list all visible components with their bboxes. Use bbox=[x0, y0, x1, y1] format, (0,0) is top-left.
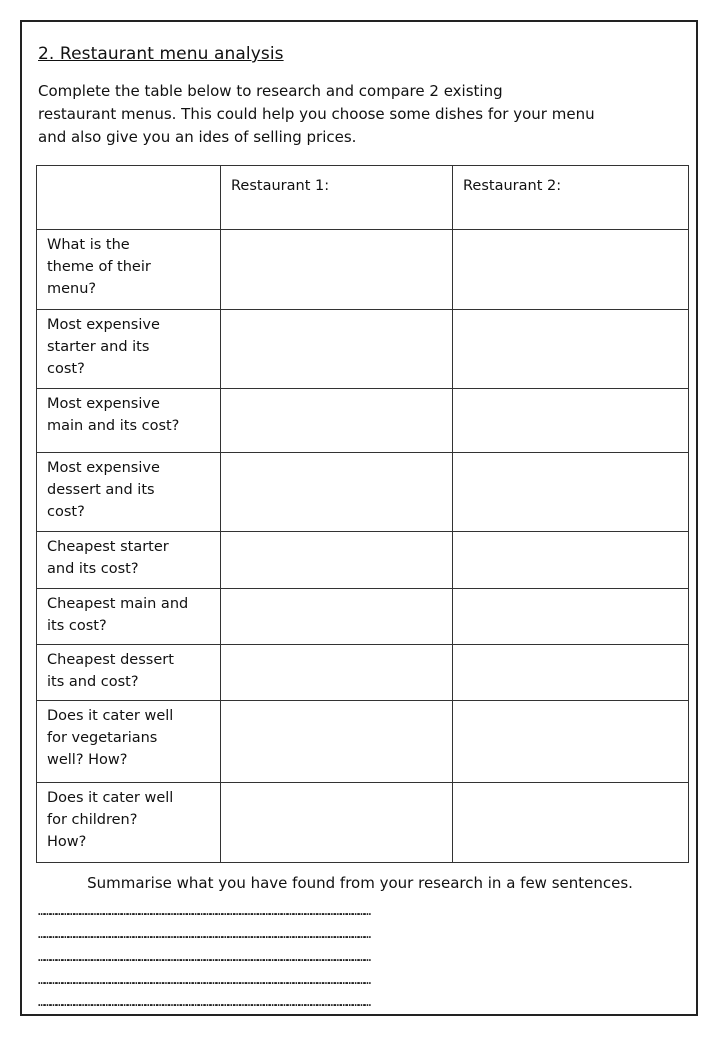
table-row bbox=[37, 532, 689, 589]
intro-paragraph bbox=[38, 80, 688, 149]
answer-cell-restaurant-2[interactable] bbox=[453, 532, 689, 589]
intro-line: and also give you an ides of selling prices. bbox=[38, 128, 357, 146]
question-line: theme of their bbox=[47, 259, 151, 275]
question-cell bbox=[37, 589, 221, 645]
table-row bbox=[37, 701, 689, 783]
answer-cell-restaurant-1[interactable] bbox=[221, 589, 453, 645]
question-cell bbox=[37, 532, 221, 589]
answer-cell-restaurant-1[interactable] bbox=[221, 701, 453, 783]
question-line: Cheapest starter bbox=[47, 539, 169, 555]
question-line: cost? bbox=[47, 504, 85, 520]
answer-cell-restaurant-1[interactable] bbox=[221, 230, 453, 310]
answer-cell-restaurant-1[interactable] bbox=[221, 532, 453, 589]
question-line: cost? bbox=[47, 361, 85, 377]
question-line: dessert and its bbox=[47, 482, 155, 498]
question-line: Most expensive bbox=[47, 317, 160, 333]
question-cell bbox=[37, 310, 221, 389]
question-cell bbox=[37, 230, 221, 310]
menu-comparison-table bbox=[36, 165, 689, 863]
intro-line: restaurant menus. This could help you choose some dishes for your menu bbox=[38, 105, 595, 123]
answer-cell-restaurant-2[interactable] bbox=[453, 230, 689, 310]
answer-cell-restaurant-1[interactable] bbox=[221, 310, 453, 389]
question-line: for vegetarians bbox=[47, 730, 158, 746]
answer-cell-restaurant-2[interactable] bbox=[453, 645, 689, 701]
question-line: Does it cater well bbox=[47, 708, 174, 724]
table-row bbox=[37, 645, 689, 701]
question-cell bbox=[37, 701, 221, 783]
table-row bbox=[37, 783, 689, 863]
question-line: Most expensive bbox=[47, 460, 160, 476]
question-line: and its cost? bbox=[47, 561, 139, 577]
answer-cell-restaurant-2[interactable] bbox=[453, 389, 689, 453]
summary-prompt: Summarise what you have found from your research in a few sentences. bbox=[87, 874, 633, 892]
worksheet-page bbox=[20, 20, 698, 1016]
question-line: How? bbox=[47, 834, 87, 850]
table-row bbox=[37, 310, 689, 389]
answer-cell-restaurant-1[interactable] bbox=[221, 453, 453, 532]
question-line: for children? bbox=[47, 812, 138, 828]
table-row bbox=[37, 453, 689, 532]
answer-cell-restaurant-1[interactable] bbox=[221, 389, 453, 453]
answer-line[interactable]: …………………………………………………………………………………………………………………………………………………… bbox=[38, 950, 370, 964]
question-line: its and cost? bbox=[47, 674, 139, 690]
answer-cell-restaurant-2[interactable] bbox=[453, 701, 689, 783]
answer-line[interactable]: …………………………………………………………………………………………………………………………………………………… bbox=[38, 927, 370, 941]
answer-cell-restaurant-1[interactable] bbox=[221, 645, 453, 701]
question-line: Cheapest dessert bbox=[47, 652, 174, 668]
table-row bbox=[37, 389, 689, 453]
section-heading: 2. Restaurant menu analysis bbox=[38, 44, 284, 64]
header-empty-cell bbox=[37, 166, 221, 230]
question-cell bbox=[37, 783, 221, 863]
table-row bbox=[37, 589, 689, 645]
intro-line: Complete the table below to research and compare 2 existing bbox=[38, 82, 503, 100]
question-line: Cheapest main and bbox=[47, 596, 189, 612]
question-cell bbox=[37, 645, 221, 701]
answer-cell-restaurant-2[interactable] bbox=[453, 453, 689, 532]
question-line: its cost? bbox=[47, 618, 107, 634]
table-header-row bbox=[37, 166, 689, 230]
answer-cell-restaurant-1[interactable] bbox=[221, 783, 453, 863]
question-cell bbox=[37, 389, 221, 453]
question-line: Does it cater well bbox=[47, 790, 174, 806]
header-restaurant-2: Restaurant 2: bbox=[453, 166, 689, 230]
question-line: well? How? bbox=[47, 752, 128, 768]
answer-line[interactable]: …………………………………………………………………………………………………………………………………………………… bbox=[38, 995, 370, 1009]
question-line: menu? bbox=[47, 281, 97, 297]
header-restaurant-1: Restaurant 1: bbox=[221, 166, 453, 230]
question-line: main and its cost? bbox=[47, 418, 180, 434]
question-cell bbox=[37, 453, 221, 532]
answer-cell-restaurant-2[interactable] bbox=[453, 783, 689, 863]
question-line: starter and its bbox=[47, 339, 150, 355]
answer-line[interactable]: …………………………………………………………………………………………………………………………………………………… bbox=[38, 904, 370, 918]
question-line: Most expensive bbox=[47, 396, 160, 412]
answer-line[interactable]: …………………………………………………………………………………………………………………………………………………… bbox=[38, 973, 370, 987]
question-line: What is the bbox=[47, 237, 130, 253]
table-row bbox=[37, 230, 689, 310]
answer-cell-restaurant-2[interactable] bbox=[453, 310, 689, 389]
answer-cell-restaurant-2[interactable] bbox=[453, 589, 689, 645]
